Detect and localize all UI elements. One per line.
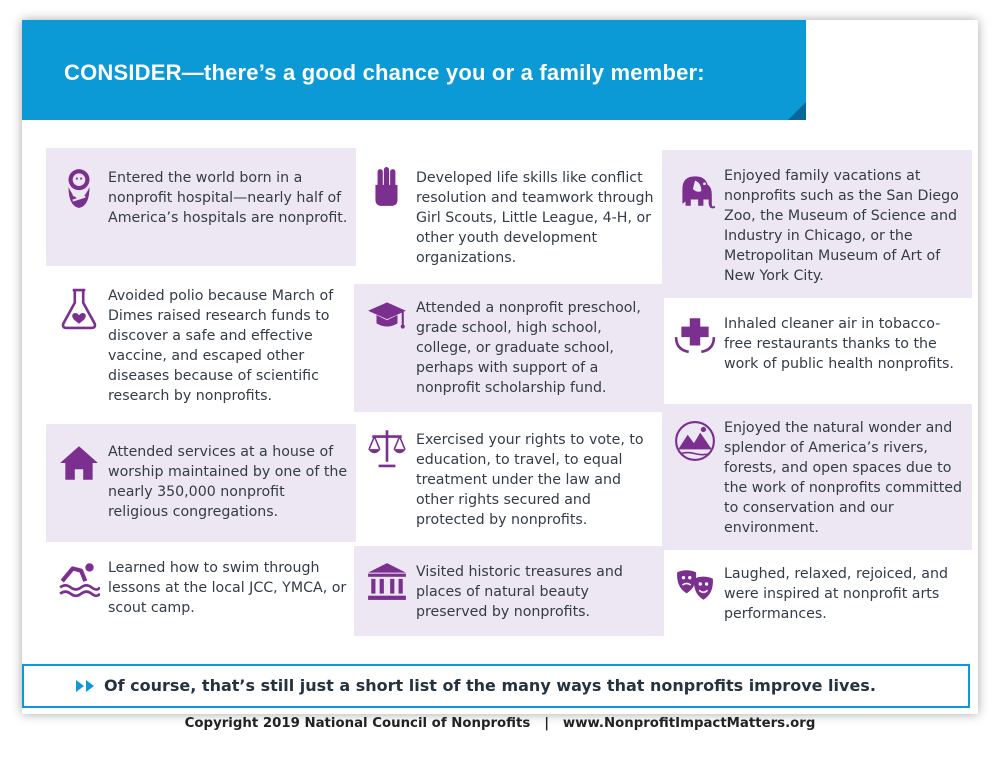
- list-item: [46, 424, 356, 542]
- list-item: [46, 148, 356, 266]
- health-cross-icon: [674, 314, 716, 356]
- list-item: [354, 284, 664, 412]
- list-item: [662, 404, 972, 550]
- flask-heart-icon: [58, 288, 100, 330]
- list-item: [662, 554, 972, 652]
- infographic-card: [22, 20, 978, 714]
- list-item-text: Learned how to swim through lessons at the local JCC, YMCA, or scout camp.: [108, 560, 347, 616]
- list-item-text: Attended a nonprofit preschool, grade school, high school, college, or graduate school, perhaps with support of a nonprofit scholarship fund.: [416, 300, 641, 396]
- list-item-text: Enjoyed family vacations at nonprofits such as the San Diego Zoo, the Museum of Science and Industry in Chicago, or the Metropolitan Museum of Art of New York City.: [724, 168, 959, 284]
- elephant-icon: [674, 168, 716, 210]
- list-item-text: Exercised your rights to vote, to education, to travel, to equal treatment under the law and other rights secured and protected by nonprofits.: [416, 432, 644, 528]
- list-item: [354, 418, 664, 544]
- swimmer-icon: [58, 558, 100, 600]
- list-item: [354, 148, 664, 284]
- list-item-text: Entered the world born in a nonprofit hospital—nearly half of America’s hospitals are nonprofit.: [108, 170, 348, 226]
- list-item: [354, 546, 664, 636]
- list-item-text: Avoided polio because March of Dimes raised research funds to discover a safe and effective vaccine, and escaped other diseases because of scientific research by nonprofits.: [108, 288, 334, 404]
- list-item-text: Inhaled cleaner air in tobacco-free restaurants thanks to the work of public health nonprofits.: [724, 316, 954, 372]
- list-item: [46, 550, 356, 654]
- museum-icon: [366, 560, 408, 602]
- double-arrow-icon: [74, 678, 98, 694]
- list-item: [662, 302, 972, 402]
- scout-hand-icon: [366, 166, 408, 208]
- baby-icon: [58, 166, 100, 208]
- list-item-text: Visited historic treasures and places of natural beauty preserved by nonprofits.: [416, 564, 623, 620]
- list-item-text: Enjoyed the natural wonder and splendor of America’s rivers, forests, and open spaces due to the work of nonprofits committed to conservation and our environment.: [724, 420, 963, 536]
- footer-callout: [22, 664, 970, 708]
- list-item: [662, 150, 972, 298]
- list-item: [46, 276, 356, 416]
- scales-icon: [366, 426, 408, 468]
- copyright-line: Copyright 2019 National Council of Nonprofits | www.NonprofitImpactMatters.org: [184, 716, 816, 731]
- graduation-cap-icon: [366, 294, 408, 336]
- list-item-text: Developed life skills like conflict resolution and teamwork through Girl Scouts, Little League, 4-H, or other youth development organizations.: [416, 170, 654, 266]
- page-title: CONSIDER—there’s a good chance you or a family member:: [64, 60, 705, 85]
- list-item-text: Attended services at a house of worship maintained by one of the nearly 350,000 nonprofit religious congregations.: [108, 444, 348, 520]
- theater-masks-icon: [674, 564, 716, 606]
- house-icon: [58, 442, 100, 484]
- list-item-text: Laughed, relaxed, rejoiced, and were inspired at nonprofit arts performances.: [724, 566, 948, 622]
- landscape-icon: [674, 420, 716, 462]
- footer-text: Of course, that’s still just a short list of the many ways that nonprofits improve lives.: [104, 676, 876, 695]
